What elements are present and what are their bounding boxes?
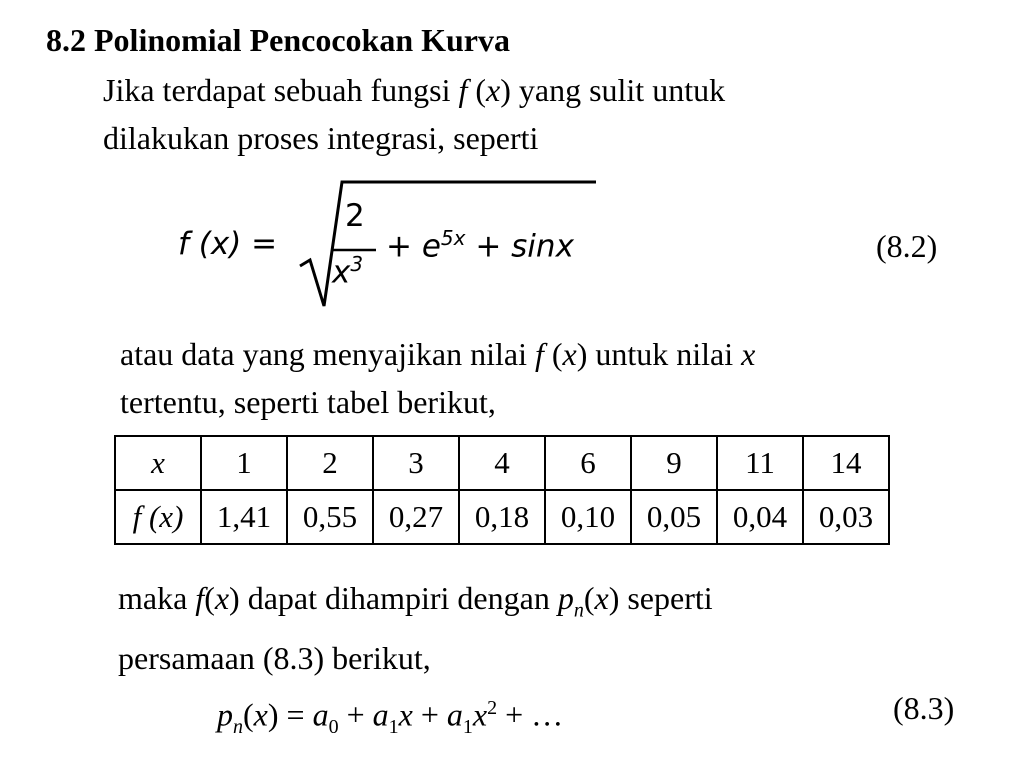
table-header-fx: f (x) bbox=[115, 490, 201, 544]
table-cell: 0,18 bbox=[459, 490, 545, 544]
intro-line-1: Jika terdapat sebuah fungsi f (x) yang sulit untuk bbox=[103, 72, 726, 108]
table-cell: 3 bbox=[373, 436, 459, 490]
middle-paragraph bbox=[120, 330, 755, 426]
table-row-fx bbox=[115, 490, 889, 544]
table-cell: 6 bbox=[545, 436, 631, 490]
intro-line-2: dilakukan proses integrasi, seperti bbox=[103, 120, 539, 156]
table-cell: 0,10 bbox=[545, 490, 631, 544]
table-cell: 0,05 bbox=[631, 490, 717, 544]
fraction-denominator: $x^3$ bbox=[332, 252, 364, 291]
middle-line-2: tertentu, seperti tabel berikut, bbox=[120, 384, 496, 420]
table-cell: 14 bbox=[803, 436, 889, 490]
equation-lhs: f (x) = bbox=[178, 226, 278, 262]
equation-8-3-label: (8.3) bbox=[893, 690, 955, 726]
table-cell: 2 bbox=[287, 436, 373, 490]
intro-paragraph bbox=[103, 66, 725, 162]
fraction-numerator: 2 bbox=[345, 198, 365, 234]
bottom-line-2: persamaan (8.3) berikut, bbox=[118, 640, 431, 677]
table-cell: 0,03 bbox=[803, 490, 889, 544]
table-row-x bbox=[115, 436, 889, 490]
bottom-paragraph bbox=[118, 574, 713, 682]
table-cell: 1 bbox=[201, 436, 287, 490]
table-cell: 0,04 bbox=[717, 490, 803, 544]
table-cell: 11 bbox=[717, 436, 803, 490]
table-header-x: x bbox=[115, 436, 201, 490]
table-cell: 0,55 bbox=[287, 490, 373, 544]
bottom-line-1: maka f(x) dapat dihampiri dengan $p_n(x)$ seperti bbox=[118, 580, 713, 622]
section-title: 8.2 Polinomial Pencocokan Kurva bbox=[46, 22, 510, 58]
equation-8-3: $p_n(x) = a_0 + a_1x + a_1x^2$ + … bbox=[217, 696, 564, 739]
table-cell: 4 bbox=[459, 436, 545, 490]
equation-8-2-label: (8.2) bbox=[876, 228, 938, 264]
table-cell: 1,41 bbox=[201, 490, 287, 544]
data-table bbox=[114, 435, 890, 545]
equation-terms: + $e^{5x} + \sin x$ bbox=[386, 226, 574, 265]
middle-line-1: atau data yang menyajikan nilai f (x) untuk nilai x bbox=[120, 336, 756, 372]
table-cell: 0,27 bbox=[373, 490, 459, 544]
table-cell: 9 bbox=[631, 436, 717, 490]
